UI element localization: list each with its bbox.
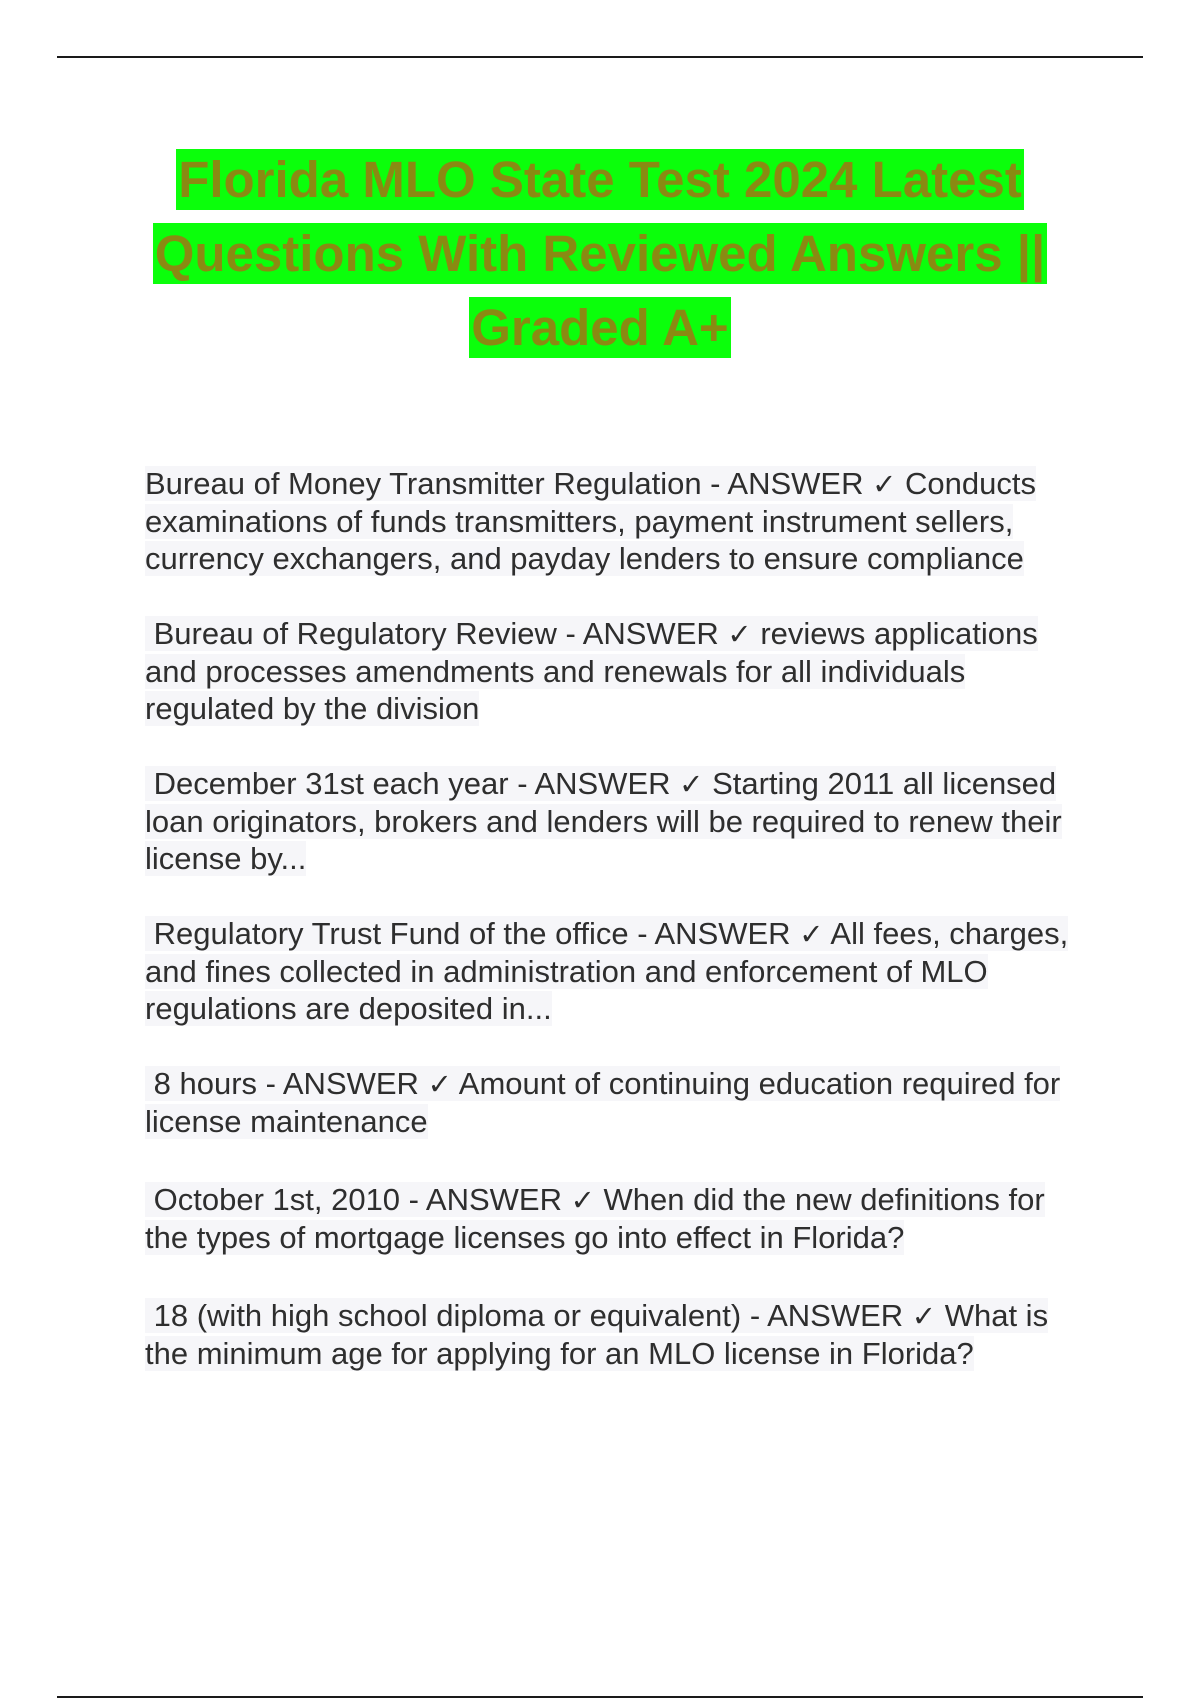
answer-marker: ANSWER <box>425 1182 562 1217</box>
answer-marker: ANSWER <box>727 466 864 501</box>
bottom-rule <box>57 1696 1143 1698</box>
qa-item: October 1st, 2010 - ANSWER ✓ When did the new definitions for the types of mortgage licenses go into effect in Florida? <box>145 1182 1045 1255</box>
document-title <box>120 143 1080 365</box>
qa-term: Regulatory Trust Fund of the office <box>153 916 629 951</box>
qa-term: 8 hours <box>153 1066 258 1101</box>
answer-marker: ANSWER <box>282 1066 419 1101</box>
qa-item: Regulatory Trust Fund of the office - ANSWER ✓ All fees, charges, and fines collected in administration and enforcement of MLO regulations are deposited in... <box>145 916 1069 1026</box>
check-icon: ✓ <box>911 1299 937 1333</box>
qa-term: December 31st each year <box>153 766 509 801</box>
qa-list <box>145 465 1090 1413</box>
qa-definition: All fees, charges, and fines collected in administration and enforcement of MLO regulations are deposited in... <box>145 916 1069 1026</box>
qa-definition: Amount of continuing education required for license maintenance <box>145 1066 1061 1139</box>
qa-definition: reviews applications and processes amendments and renewals for all individuals regulated by the division <box>145 616 1038 726</box>
qa-term: Bureau of Regulatory Review <box>153 616 557 651</box>
answer-marker: ANSWER <box>767 1298 904 1333</box>
qa-definition: What is the minimum age for applying for an MLO license in Florida? <box>145 1298 1049 1371</box>
qa-item: 8 hours - ANSWER ✓ Amount of continuing education required for license maintenance <box>145 1066 1061 1139</box>
answer-marker: ANSWER <box>534 766 671 801</box>
qa-term: 18 (with high school diploma or equivalent) <box>153 1298 742 1333</box>
qa-item: Bureau of Money Transmitter Regulation - ANSWER ✓ Conducts examinations of funds transmitters, payment instrument sellers, currency exchangers, and payday lenders to ensure compliance <box>145 466 1037 576</box>
qa-definition: Starting 2011 all licensed loan originators, brokers and lenders will be required to renew their license by... <box>145 766 1062 876</box>
top-rule <box>57 56 1143 58</box>
qa-definition: Conducts examinations of funds transmitters, payment instrument sellers, currency exchangers, and payday lenders to ensure compliance <box>145 466 1037 576</box>
document-title-text: Florida MLO State Test 2024 Latest Questions With Reviewed Answers || Graded A+ <box>154 151 1046 356</box>
check-icon: ✓ <box>727 617 752 651</box>
qa-term: October 1st, 2010 <box>153 1182 401 1217</box>
qa-definition: When did the new definitions for the types of mortgage licenses go into effect in Florida? <box>145 1182 1045 1255</box>
answer-marker: ANSWER <box>582 616 719 651</box>
check-icon: ✓ <box>872 467 897 501</box>
qa-item: 18 (with high school diploma or equivalent) - ANSWER ✓ What is the minimum age for applying for an MLO license in Florida? <box>145 1298 1049 1371</box>
check-icon: ✓ <box>679 767 704 801</box>
check-icon: ✓ <box>427 1067 452 1101</box>
qa-item: December 31st each year - ANSWER ✓ Starting 2011 all licensed loan originators, brokers and lenders will be required to renew their license by... <box>145 766 1062 876</box>
qa-term: Bureau of Money Transmitter Regulation <box>145 466 702 501</box>
check-icon: ✓ <box>799 917 824 951</box>
check-icon: ✓ <box>570 1183 595 1217</box>
answer-marker: ANSWER <box>654 916 791 951</box>
qa-item: Bureau of Regulatory Review - ANSWER ✓ reviews applications and processes amendments and renewals for all individuals regulated by the division <box>145 616 1038 726</box>
